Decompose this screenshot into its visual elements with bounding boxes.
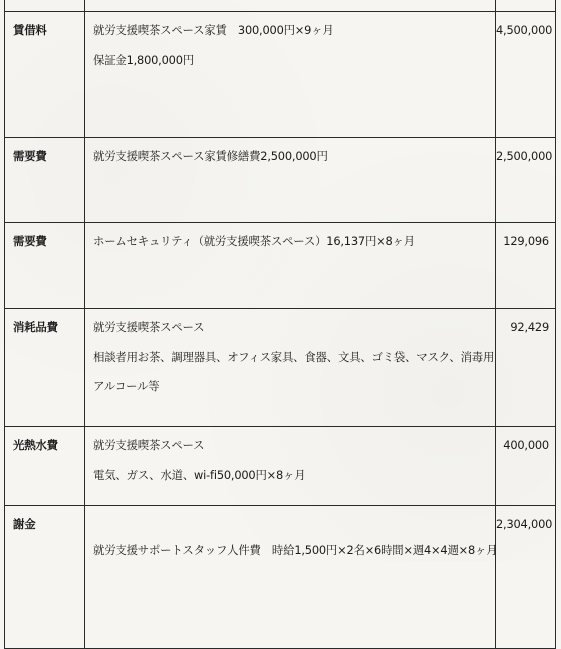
expense-details <box>85 138 496 223</box>
expense-details <box>85 223 496 309</box>
detail-line: アルコール等 <box>93 379 160 394</box>
table-cell <box>85 0 496 12</box>
table-row <box>5 309 556 427</box>
table-row <box>5 223 556 309</box>
detail-line: 就労支援喫茶スペース家賃修繕費2,500,000円 <box>93 149 328 163</box>
detail-line: 就労支援喫茶スペース家賃 300,000円×9ヶ月 <box>93 23 334 37</box>
expense-details <box>85 12 496 138</box>
detail-line: 就労支援喫茶スペース <box>93 438 205 452</box>
expense-details <box>85 309 496 427</box>
expense-details <box>85 506 496 649</box>
detail-line: 保証金1,800,000円 <box>93 52 194 67</box>
detail-line: ホームセキュリティ（就労支援喫茶スペース）16,137円×8ヶ月 <box>93 234 415 248</box>
expense-amount: 92,429 <box>496 309 556 427</box>
expense-amount: 4,500,000 <box>496 12 556 138</box>
detail-line: 電気、ガス、水道、wi-fi50,000円×8ヶ月 <box>93 467 306 482</box>
table-row-cut-top <box>5 0 556 12</box>
budget-table <box>4 0 556 649</box>
table-row <box>5 506 556 649</box>
expense-amount: 129,096 <box>496 223 556 309</box>
expense-item: 消耗品費 <box>5 309 85 427</box>
expense-amount: 400,000 <box>496 427 556 506</box>
table-row <box>5 427 556 506</box>
expense-amount: 2,500,000 <box>496 138 556 223</box>
table-cell <box>5 0 85 12</box>
expense-item: 需要費 <box>5 138 85 223</box>
expense-item: 光熱水費 <box>5 427 85 506</box>
expense-item: 賃借料 <box>5 12 85 138</box>
expense-item: 謝金 <box>5 506 85 649</box>
expense-item: 需要費 <box>5 223 85 309</box>
expense-details <box>85 427 496 506</box>
detail-line: 就労支援喫茶スペース <box>93 320 205 334</box>
detail-line: 就労支援サポートスタッフ人件費 時給1,500円×2名×6時間×週4×4週×8ヶ月 <box>93 543 498 557</box>
table-cell <box>496 0 556 12</box>
expense-amount: 2,304,000 <box>496 506 556 649</box>
table-row <box>5 12 556 138</box>
detail-line: 相談者用お茶、調理器具、オフィス家具、食器、文具、ゴミ袋、マスク、消毒用 <box>93 349 495 364</box>
table-row <box>5 138 556 223</box>
